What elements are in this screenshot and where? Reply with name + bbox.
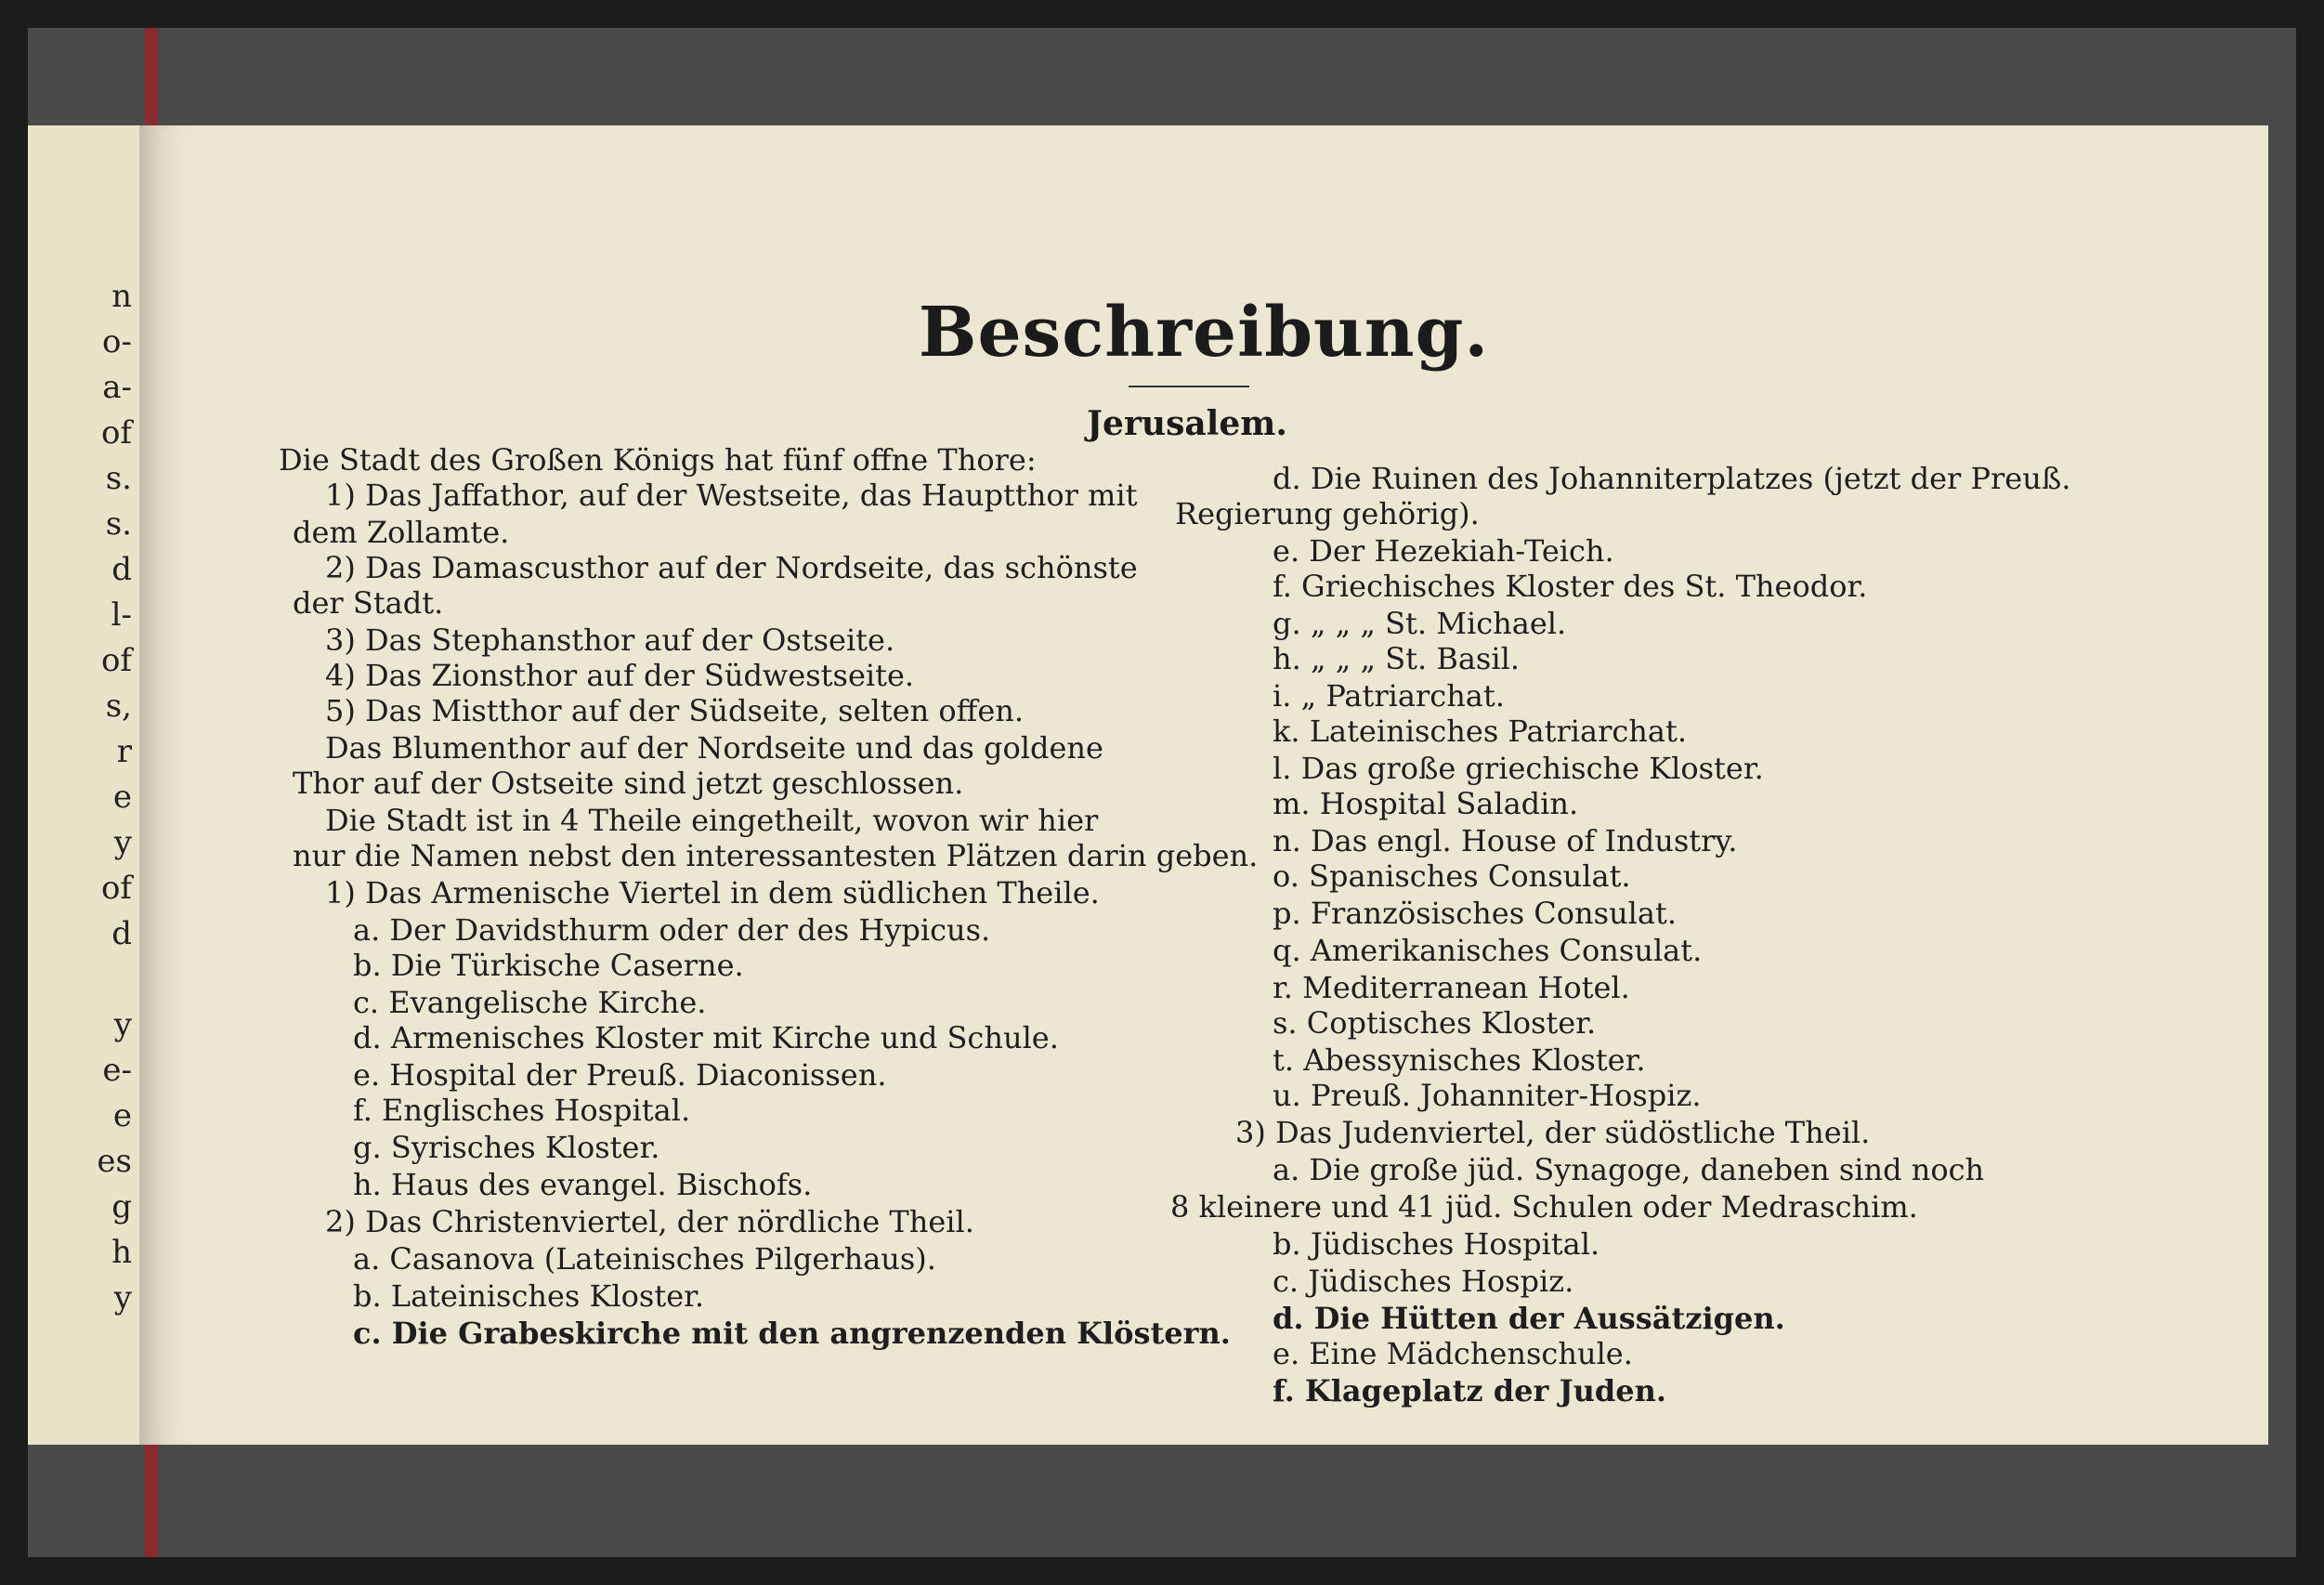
previous-page-fragment: of <box>100 870 132 907</box>
left-column-line: 2) Das Damascusthor auf der Nordseite, das schönste <box>325 550 1138 585</box>
previous-page-fragments <box>28 274 145 1321</box>
previous-page-fragment: o- <box>102 323 132 360</box>
book-spine-top <box>145 28 158 130</box>
right-column-line: t. Abessynisches Kloster. <box>1273 1042 1646 1078</box>
left-column-line: b. Die Türkische Caserne. <box>353 948 744 983</box>
previous-page-fragment: of <box>100 642 132 679</box>
right-column-line: c. Jüdisches Hospiz. <box>1273 1264 1574 1299</box>
left-column-line: a. Der Davidsthurm oder der des Hypicus. <box>353 912 991 948</box>
right-column-line: b. Jüdisches Hospital. <box>1273 1226 1600 1262</box>
left-column-line: 1) Das Armenische Viertel in dem südlichen Theile. <box>325 875 1100 910</box>
previous-page-fragment: s. <box>105 505 132 543</box>
previous-page-fragment: d <box>111 915 132 952</box>
left-column-line: der Stadt. <box>293 585 444 621</box>
previous-page-fragment: a- <box>102 369 132 406</box>
left-column-line: d. Armenisches Kloster mit Kirche und Schule. <box>353 1020 1059 1055</box>
previous-page-fragment: s, <box>105 688 132 725</box>
left-column-line: 3) Das Stephansthor auf der Ostseite. <box>325 622 895 658</box>
previous-page-fragment: r <box>116 733 132 770</box>
previous-page-fragment: g <box>111 1188 132 1225</box>
right-column-line: q. Amerikanisches Consulat. <box>1273 933 1703 968</box>
right-column-line: i. „ Patriarchat. <box>1273 678 1505 714</box>
left-column-line: 2) Das Christenviertel, der nördliche Theil. <box>325 1204 974 1239</box>
right-column-line: e. Eine Mädchenschule. <box>1273 1336 1633 1371</box>
right-column-line: 8 kleinere und 41 jüd. Schulen oder Medraschim. <box>1170 1189 1918 1225</box>
previous-page-fragment: y <box>113 824 132 861</box>
previous-page-fragment: e- <box>102 1052 132 1089</box>
right-column-line: f. Klageplatz der Juden. <box>1273 1373 1666 1408</box>
right-column-line: r. Mediterranean Hotel. <box>1273 970 1630 1005</box>
right-column-line: 3) Das Judenviertel, der südöstliche Theil. <box>1235 1115 1871 1150</box>
right-column-line: m. Hospital Saladin. <box>1273 786 1579 821</box>
left-column-line: Die Stadt ist in 4 Theile eingetheilt, wovon wir hier <box>325 803 1099 838</box>
left-column-line: dem Zollamte. <box>293 515 510 550</box>
previous-page-fragment: of <box>100 414 132 452</box>
left-column-line: 1) Das Jaffathor, auf der Westseite, das Hauptthor mit <box>325 478 1138 513</box>
previous-page-fragment: d <box>111 551 132 588</box>
left-column-line: h. Haus des evangel. Bischofs. <box>353 1167 813 1202</box>
page-title: Beschreibung. <box>918 293 1490 373</box>
previous-page-fragment: n <box>111 278 132 315</box>
right-column-line: d. Die Ruinen des Johanniterplatzes (jetzt der Preuß. <box>1273 461 2071 496</box>
right-column-line: k. Lateinisches Patriarchat. <box>1273 714 1687 749</box>
right-column-line: n. Das engl. House of Industry. <box>1273 823 1738 858</box>
left-column-line: Die Stadt des Großen Königs hat fünf offne Thore: <box>279 442 1037 478</box>
left-column-line: Thor auf der Ostseite sind jetzt geschlossen. <box>293 766 964 801</box>
right-column-line: o. Spanisches Consulat. <box>1273 858 1631 894</box>
left-column-line: Das Blumenthor auf der Nordseite und das goldene <box>325 730 1103 766</box>
right-column-line: d. Die Hütten der Aussätzigen. <box>1273 1301 1785 1336</box>
left-column-line: 5) Das Mistthor auf der Südseite, selten offen. <box>325 693 1025 728</box>
previous-page-fragment: y <box>113 1279 132 1316</box>
section-subtitle: Jerusalem. <box>1087 404 1287 443</box>
right-column-line: u. Preuß. Johanniter-Hospiz. <box>1273 1078 1702 1113</box>
title-rule <box>1129 386 1249 387</box>
right-column-line: a. Die große jüd. Synagoge, daneben sind noch <box>1273 1152 1985 1187</box>
right-column-line: l. Das große griechische Kloster. <box>1273 751 1764 786</box>
book-page <box>139 125 2268 1445</box>
left-column-line: 4) Das Zionsthor auf der Südwestseite. <box>325 658 915 693</box>
previous-page-fragment: e <box>112 779 132 816</box>
right-column-line: e. Der Hezekiah-Teich. <box>1273 533 1614 569</box>
right-column-line: Regierung gehörig). <box>1175 496 1480 531</box>
previous-page-fragment: es <box>97 1143 132 1180</box>
left-column-line: e. Hospital der Preuß. Diaconissen. <box>353 1057 887 1093</box>
right-column-line: f. Griechisches Kloster des St. Theodor. <box>1273 569 1868 604</box>
left-column-line: f. Englisches Hospital. <box>353 1093 691 1128</box>
left-column-line: g. Syrisches Kloster. <box>353 1130 660 1165</box>
previous-page-fragment: y <box>113 1006 132 1043</box>
left-column-line: c. Evangelische Kirche. <box>353 985 707 1020</box>
previous-page-fragment: l- <box>111 596 132 634</box>
left-column-line: c. Die Grabeskirche mit den angrenzenden Klöstern. <box>353 1316 1231 1351</box>
right-column-line: g. „ „ „ St. Michael. <box>1273 606 1567 641</box>
left-column-line: a. Casanova (Lateinisches Pilgerhaus). <box>353 1241 936 1277</box>
left-column-line: nur die Namen nebst den interessantesten Plätzen darin geben. <box>293 838 1259 873</box>
previous-page-edge <box>28 125 147 1445</box>
right-column-line: h. „ „ „ St. Basil. <box>1273 641 1520 676</box>
previous-page-fragment: e <box>112 1097 132 1134</box>
right-column-line: s. Coptisches Kloster. <box>1273 1005 1597 1041</box>
previous-page-fragment <box>28 957 145 1002</box>
previous-page-fragment: s. <box>105 460 132 497</box>
left-column-line: b. Lateinisches Kloster. <box>353 1278 705 1314</box>
right-column-line: p. Französisches Consulat. <box>1273 896 1678 931</box>
previous-page-fragment: h <box>111 1234 132 1271</box>
